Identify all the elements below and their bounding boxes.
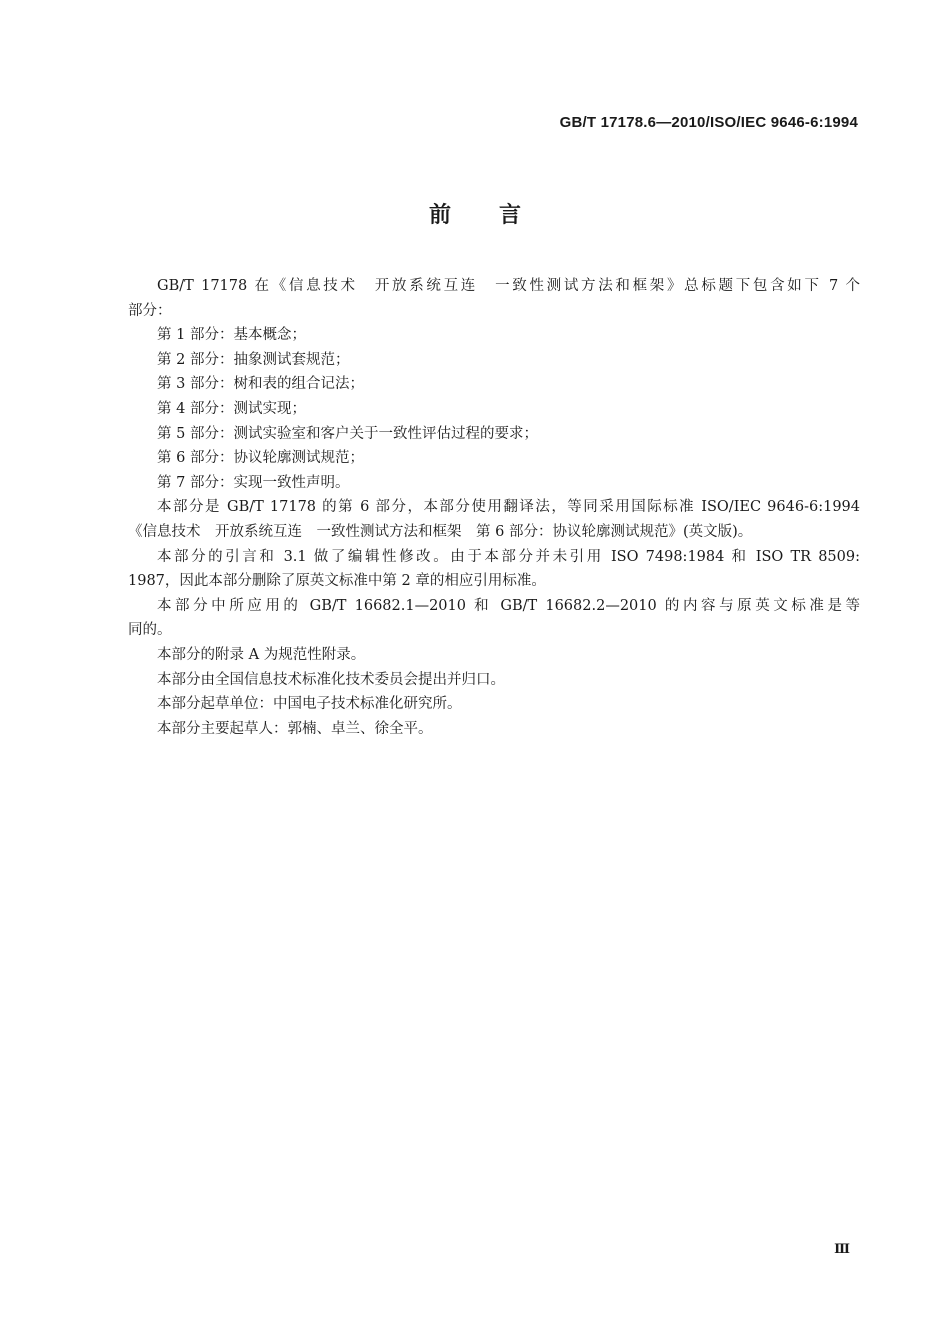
annex-paragraph: 本部分的附录 A 为规范性附录。 — [157, 646, 366, 663]
translation-line-1: 本部分是 GB/T 17178 的第 6 部分，本部分使用翻译法，等同采用国际标准 ISO/IEC 9646-6:1994 — [157, 499, 860, 516]
list-item: 第 5 部分：测试实验室和客户关于一致性评估过程的要求； — [157, 425, 538, 442]
list-item: 第 6 部分：协议轮廓测试规范； — [157, 450, 364, 467]
proposer-paragraph: 本部分由全国信息技术标准化技术委员会提出并归口。 — [157, 671, 505, 688]
page-title: 前言 — [428, 203, 569, 228]
translation-line-2: 《信息技术 开放系统互连 一致性测试方法和框架 第 6 部分：协议轮廓测试规范》(英文版)。 — [128, 523, 753, 540]
edits-paragraph — [128, 545, 860, 594]
parts-list — [128, 323, 860, 495]
list-item: 第 4 部分：测试实现； — [157, 400, 306, 417]
intro-line-1: GB/T 17178 在《信息技术 开放系统互连 一致性测试方法和框架》总标题下包含如下 7 个 — [157, 278, 860, 294]
references-line-2: 同的。 — [128, 622, 172, 639]
references-line-1: 本部分中所应用的 GB/T 16682.1—2010 和 GB/T 16682.2—2010 的内容与原英文标准是等 — [157, 597, 860, 614]
standard-number: GB/T 17178.6—2010/ISO/IEC 9646-6:1994 — [559, 114, 858, 131]
edits-line-2: 1987，因此本部分删除了原英文标准中第 2 章的相应引用标准。 — [128, 573, 546, 590]
intro-paragraph — [128, 274, 860, 323]
list-item: 第 1 部分：基本概念； — [157, 327, 306, 344]
list-item: 第 3 部分：树和表的组合记法； — [157, 376, 364, 393]
edits-line-1: 本部分的引言和 3.1 做了编辑性修改。由于本部分并未引用 ISO 7498:1984 和 ISO TR 8509: — [157, 548, 860, 565]
drafters-paragraph: 本部分主要起草人：郭楠、卓兰、徐全平。 — [157, 720, 433, 737]
document-body — [128, 274, 860, 741]
translation-paragraph — [128, 495, 860, 544]
list-item: 第 2 部分：抽象测试套规范； — [157, 351, 350, 368]
list-item: 第 7 部分：实现一致性声明。 — [157, 474, 350, 491]
drafting-unit-paragraph: 本部分起草单位：中国电子技术标准化研究所。 — [157, 696, 462, 713]
intro-line-2: 部分： — [128, 302, 172, 319]
references-paragraph — [128, 594, 860, 643]
page-number: Ⅲ — [834, 1242, 850, 1257]
